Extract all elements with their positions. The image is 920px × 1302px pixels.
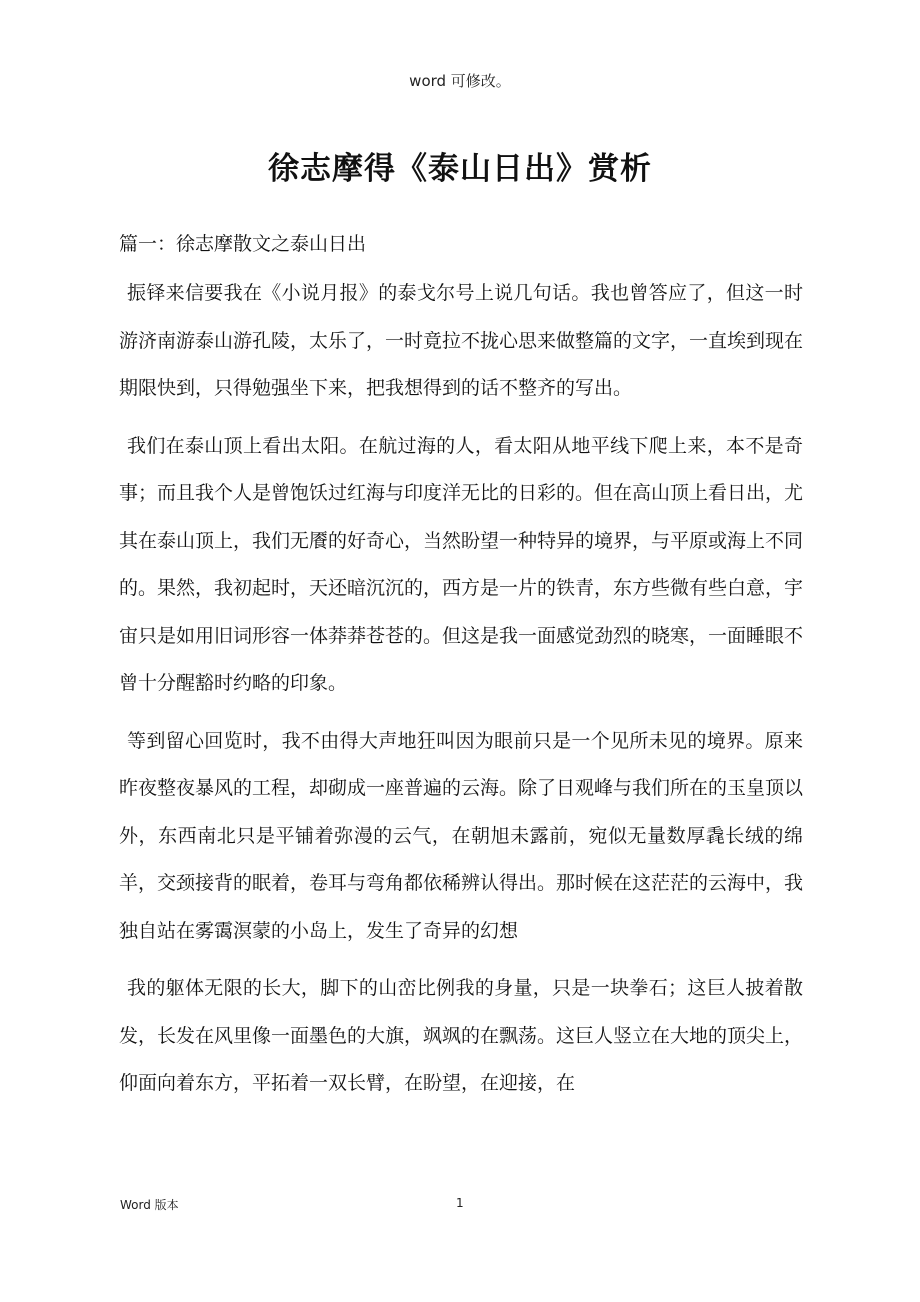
section-heading: 篇一：徐志摩散文之泰山日出	[119, 233, 367, 255]
footer-version-label: Word 版本	[120, 1198, 179, 1212]
paragraph-4: 我的躯体无限的长大，脚下的山峦比例我的身量，只是一块拳石；这巨人披着散发，长发在风里像一面墨色的大旗，飒飒的在飘荡。这巨人竖立在大地的顶尖上，仰面向着东方，平拓着一双长臂，在盼望，在迎接，在	[119, 977, 804, 1094]
paragraph-1: 振铎来信要我在《小说月报》的泰戈尔号上说几句话。我也曾答应了，但这一时游济南游泰山游孔陵，太乐了，一时竟拉不拢心思来做整篇的文字，一直埃到现在期限快到，只得勉强坐下来，把我想得到的话不整齐的写出。	[119, 282, 804, 399]
document-title: 徐志摩得《泰山日出》赏析	[268, 151, 652, 187]
header-note: word 可修改。	[409, 72, 511, 90]
footer-page-number: 1	[456, 1196, 464, 1210]
paragraph-3: 等到留心回览时，我不由得大声地狂叫因为眼前只是一个见所未见的境界。原来昨夜整夜暴风的工程，却砌成一座普遍的云海。除了日观峰与我们所在的玉皇顶以外，东西南北只是平铺着弥漫的云气，在朝旭未露前，宛似无量数厚毳长绒的绵羊，交颈接背的眠着，卷耳与弯角都依稀辨认得出。那时候在这茫茫的云海中，我独自站在雾霭溟蒙的小岛上，发生了奇异的幻想	[119, 729, 804, 942]
paragraph-2: 我们在泰山顶上看出太阳。在航过海的人，看太阳从地平线下爬上来，本不是奇事；而且我个人是曾饱饫过红海与印度洋无比的日彩的。但在高山顶上看日出，尤其在泰山顶上，我们无餍的好奇心，当然盼望一种特异的境界，与平原或海上不同的。果然，我初起时，天还暗沉沉的，西方是一片的铁青，东方些微有些白意，宇宙只是如用旧词形容一体莽莽苍苍的。但这是我一面感觉劲烈的晓寒，一面睡眼不曾十分醒豁时约略的印象。	[119, 434, 804, 694]
document-body	[119, 229, 803, 1118]
